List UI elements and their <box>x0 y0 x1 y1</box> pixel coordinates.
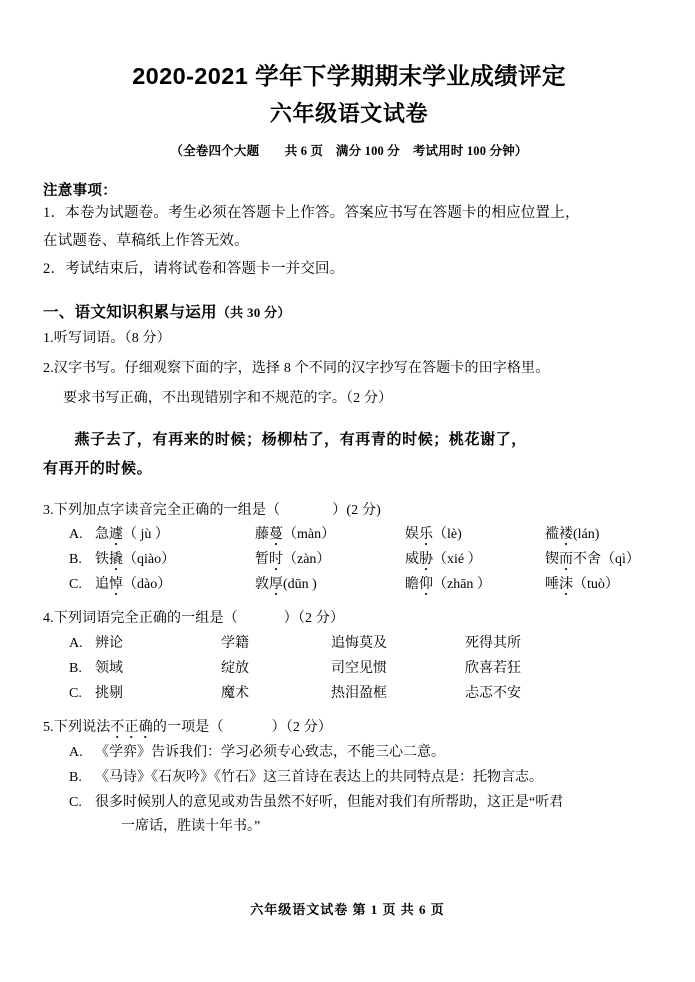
option-word: 热泪盈框 <box>331 685 387 701</box>
question-4-option-a[interactable] <box>43 632 655 657</box>
passage-line-1: 燕子去了，有再来的时候；杨柳枯了，有再青的时候；桃花谢了， <box>74 432 527 449</box>
dotted-char: 撬 <box>109 552 123 568</box>
dotted-char: 胁 <box>419 552 433 568</box>
question-5-options <box>43 741 655 841</box>
pinyin: (dūn ) <box>283 577 317 593</box>
question-3-option-c[interactable] <box>43 573 655 598</box>
option-word: 追悔莫及 <box>331 636 387 652</box>
question-5-stem <box>43 716 655 741</box>
word-part: 藤 <box>255 527 269 543</box>
option-word: 领域 <box>95 661 123 677</box>
option-word: 学籍 <box>221 636 249 652</box>
question-5-option-c-continued: 一席话，胜读十年书。” <box>121 819 261 835</box>
option-item <box>545 523 599 548</box>
section-1-heading-text: 一、语文知识积累与运用 <box>43 304 217 322</box>
word-part: 褴 <box>545 527 559 543</box>
pinyin: （qì） <box>601 552 640 568</box>
word-part: 急 <box>95 527 109 543</box>
section-1-heading-points: （共 30 分） <box>216 305 291 321</box>
page-content <box>43 0 655 840</box>
option-word: 忐忑不安 <box>465 685 521 701</box>
word-part: 铁 <box>95 552 109 568</box>
question-4-stem <box>43 607 655 632</box>
question-5-dotted-emphasis: 不正确 <box>110 719 153 735</box>
option-item <box>95 573 255 598</box>
word-part: 暂 <box>255 552 269 568</box>
question-3-stem-post: ）(2 分) <box>332 502 381 518</box>
word-part: 娱 <box>405 527 419 543</box>
option-label: A. <box>69 744 83 760</box>
question-2-passage <box>43 426 655 485</box>
option-word: 欣喜若狂 <box>465 661 521 677</box>
option-word: 辨论 <box>95 636 123 652</box>
question-3-stem-pre: 3.下列加点字读音完全正确的一组是（ <box>43 502 281 518</box>
question-5-stem-post: ）（2 分） <box>271 719 333 735</box>
dotted-char: 遽 <box>109 527 123 543</box>
question-4-option-b[interactable] <box>43 657 655 682</box>
option-item <box>405 573 545 598</box>
option-item <box>255 523 405 548</box>
word-part: 锲 <box>545 552 559 568</box>
notice-item-1-line-1: 1．本卷为试题卷。考生必须在答题卡上作答。答案应书写在答题卡的相应位置上， <box>43 204 580 221</box>
notice-item-2: 2．考试结束后，请将试卷和答题卡一并交回。 <box>43 260 345 277</box>
paper-title-main: 2020-2021 学年下学期期末学业成绩评定 <box>132 63 566 89</box>
word-part: 威 <box>405 552 419 568</box>
word-part: 唾 <box>545 577 559 593</box>
question-5-option-a[interactable] <box>69 741 655 766</box>
option-label: B. <box>69 661 82 677</box>
paper-meta-line: （全卷四个大题 共 6 页 满分 100 分 考试用时 100 分钟） <box>170 143 528 158</box>
pinyin: （dào） <box>123 577 172 593</box>
option-word: 绽放 <box>221 661 249 677</box>
passage-line-2: 有再开的时候。 <box>43 461 153 478</box>
word-part: 瞻 <box>405 577 419 593</box>
question-3-options <box>43 523 655 598</box>
option-text: 《马诗》《石灰吟》《竹石》这三首诗在表达上的共同特点是：托物言志。 <box>95 769 543 785</box>
pinyin: （lè) <box>433 527 462 543</box>
dotted-char: 乐 <box>419 527 433 543</box>
pinyin: （qiào） <box>123 552 176 568</box>
question-5-option-b[interactable] <box>69 766 655 791</box>
dotted-char: 悼 <box>109 577 123 593</box>
question-5-stem-pre: 5.下列说法 <box>43 719 111 735</box>
option-word: 死得其所 <box>465 636 521 652</box>
option-item <box>545 573 619 598</box>
dotted-char: 而 <box>559 552 573 568</box>
word-part: 敦 <box>255 577 269 593</box>
pinyin: （màn） <box>283 527 336 543</box>
pinyin: （zàn） <box>283 552 331 568</box>
dotted-char: 仰 <box>419 577 433 593</box>
option-text: 《学弈》告诉我们：学习必须专心致志，不能三心二意。 <box>95 744 445 760</box>
option-item <box>405 548 545 573</box>
dotted-char: 沫 <box>559 577 573 593</box>
question-4-options <box>43 632 655 707</box>
option-label: C. <box>69 685 82 701</box>
dotted-char: 褛 <box>559 527 573 543</box>
dotted-char: 蔓 <box>269 527 283 543</box>
paper-title-subject: 六年级语文试卷 <box>269 101 429 127</box>
option-item <box>405 523 545 548</box>
option-word: 司空见惯 <box>331 661 387 677</box>
dotted-char: 时 <box>269 552 283 568</box>
option-label: A. <box>69 636 83 652</box>
option-item <box>255 573 405 598</box>
option-label: B. <box>69 552 82 568</box>
question-4-option-c[interactable] <box>43 682 655 707</box>
dotted-char: 厚 <box>269 577 283 593</box>
question-2-line-1: 2.汉字书写。仔细观察下面的字，选择 8 个不同的汉字抄写在答题卡的田字格里。 <box>43 361 550 377</box>
pinyin: (lán) <box>573 527 600 543</box>
word-part: 不舍 <box>573 552 601 568</box>
question-3-option-a[interactable] <box>43 523 655 548</box>
option-word: 挑剔 <box>95 685 123 701</box>
option-text: 很多时候别人的意见或劝告虽然不好听，但能对我们有所帮助，这正是“听君 <box>95 794 564 810</box>
question-2-line-2: 要求书写正确，不出现错别字和不规范的字。（2 分） <box>63 391 393 407</box>
notice-item-1-line-2: 在试题卷、草稿纸上作答无效。 <box>43 232 249 249</box>
question-5-option-c[interactable] <box>69 791 655 816</box>
question-3-option-b[interactable] <box>43 548 655 573</box>
option-label: C. <box>69 794 82 810</box>
section-1-heading <box>43 300 655 322</box>
question-1: 1.听写词语。（8 分） <box>43 331 171 347</box>
notice-heading: 注意事项： <box>43 182 117 199</box>
pinyin: （ jù ） <box>123 527 169 543</box>
option-item <box>95 548 255 573</box>
word-part: 追 <box>95 577 109 593</box>
option-label: C. <box>69 577 82 593</box>
option-item <box>545 548 640 573</box>
pinyin: （zhān ） <box>433 577 491 593</box>
pinyin: （xié ） <box>433 552 482 568</box>
option-label: A. <box>69 527 83 543</box>
question-3-stem <box>43 499 655 524</box>
page-footer: 六年级语文试卷 第 1 页 共 6 页 <box>250 902 445 917</box>
option-item <box>95 523 255 548</box>
option-item <box>255 548 405 573</box>
option-label: B. <box>69 769 82 785</box>
option-word: 魔术 <box>221 685 249 701</box>
question-5-stem-mid: 的一项是（ <box>152 719 224 735</box>
pinyin: （tuò） <box>573 577 619 593</box>
question-4-stem-pre: 4.下列词语完全正确的一组是（ <box>43 611 238 627</box>
question-4-stem-post: ）（2 分） <box>283 611 345 627</box>
